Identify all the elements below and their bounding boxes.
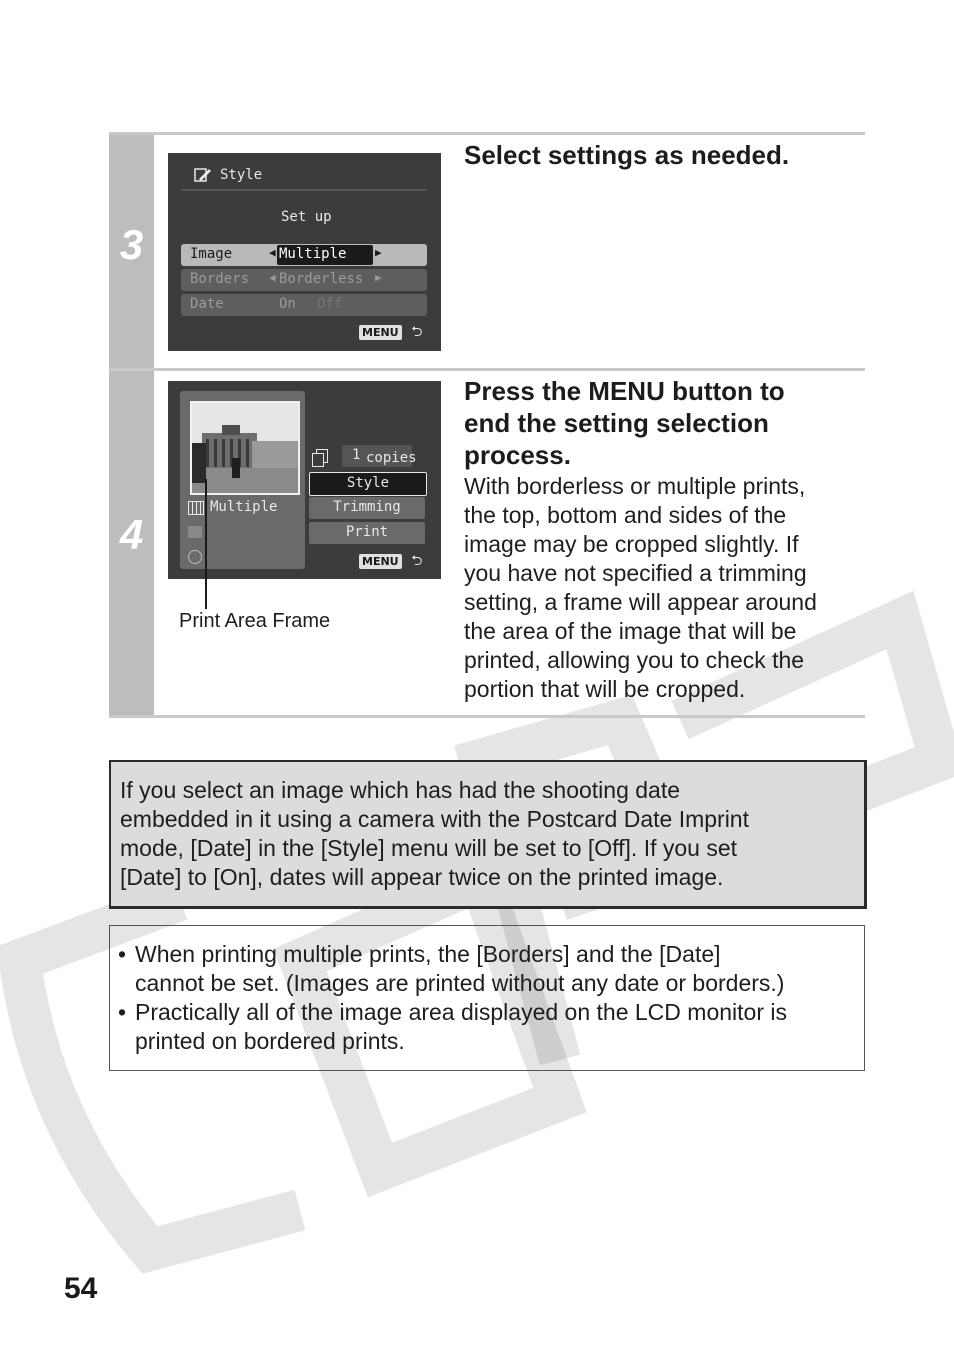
title-line: Press the MENU button to	[464, 376, 785, 406]
step-number-bar	[109, 135, 154, 368]
copies-icon	[312, 449, 328, 465]
bullet-line: printed on bordered prints.	[135, 1028, 405, 1054]
step-title: Select settings as needed.	[464, 140, 790, 170]
return-icon: ⮌	[411, 553, 423, 569]
bullet-line: cannot be set. (Images are printed without any date or borders.)	[135, 970, 785, 996]
note-line: embedded in it using a camera with the Postcard Date Imprint	[120, 806, 749, 832]
style-button-label: Style	[346, 475, 390, 491]
bullet-item	[118, 998, 875, 1056]
border-icon	[188, 526, 202, 538]
body-line: image may be cropped slightly. If	[464, 531, 799, 557]
note-text	[120, 776, 855, 892]
style-button[interactable]	[309, 472, 427, 496]
print-button[interactable]	[309, 522, 425, 544]
step-number: 4	[119, 511, 144, 558]
callout-line	[205, 479, 207, 609]
lcd-style-menu	[168, 153, 441, 351]
bullet-notes-box	[109, 925, 865, 1071]
return-icon: ⮌	[411, 324, 423, 340]
body-line: the top, bottom and sides of the	[464, 502, 787, 528]
row-value-off: Off	[317, 296, 343, 312]
page-number: 54	[64, 1272, 98, 1305]
trimming-button-label: Trimming	[333, 499, 401, 515]
lcd-print-screen	[168, 381, 441, 579]
bullet-item	[118, 940, 875, 998]
step-description	[464, 472, 864, 704]
lcd-header: Style	[220, 167, 263, 183]
menu-badge: MENU	[359, 325, 402, 340]
note-line: If you select an image which has had the shooting date	[120, 777, 681, 803]
body-line: portion that will be cropped.	[464, 676, 746, 702]
row-label: Date	[190, 296, 224, 312]
copies-label: copies	[366, 450, 417, 466]
row-label: Borders	[190, 271, 250, 287]
date-icon	[188, 550, 202, 564]
row-image	[181, 244, 427, 266]
note-line: mode, [Date] in the [Style] menu will be set to [Off]. If you set	[120, 835, 738, 861]
right-arrow-icon: ▶	[375, 246, 382, 259]
step-title	[464, 375, 854, 471]
row-value: Borderless	[279, 271, 364, 287]
step-4	[109, 368, 865, 715]
callout-label: Print Area Frame	[179, 610, 331, 632]
bullet-line: Practically all of the image area displayed on the LCD monitor is	[135, 999, 787, 1025]
copies-count: 1	[352, 447, 361, 463]
body-line: setting, a frame will appear around	[464, 589, 817, 615]
row-label: Image	[190, 246, 233, 262]
row-value-on: On	[279, 296, 296, 312]
left-arrow-icon: ◀	[269, 271, 276, 284]
note-box	[109, 760, 867, 909]
lcd-header-divider	[181, 189, 427, 191]
step-number-bar	[109, 371, 154, 715]
bullet-dot: •	[118, 999, 127, 1025]
lcd-subheader: Set up	[281, 209, 332, 225]
bullet-dot: •	[118, 941, 127, 967]
body-line: you have not specified a trimming	[464, 560, 807, 586]
trimming-button[interactable]	[309, 497, 425, 519]
row-value: Multiple	[279, 246, 347, 262]
left-arrow-icon: ◀	[269, 246, 276, 259]
step-number: 3	[119, 221, 144, 268]
step-3	[109, 135, 865, 368]
body-line: printed, allowing you to check the	[464, 647, 805, 673]
body-line: the area of the image that will be	[464, 618, 797, 644]
menu-badge: MENU	[359, 554, 402, 569]
menu-return	[359, 550, 422, 574]
title-line: process.	[464, 440, 571, 470]
layout-grid-icon	[188, 501, 204, 515]
row-date	[181, 294, 427, 316]
steps-table	[109, 132, 865, 718]
menu-return	[359, 321, 422, 345]
copies-field	[342, 445, 417, 467]
note-line: [Date] to [On], dates will appear twice on the printed image.	[120, 864, 724, 890]
body-line: With borderless or multiple prints,	[464, 473, 806, 499]
building-photo	[192, 403, 298, 493]
bullet-line: When printing multiple prints, the [Borders] and the [Date]	[135, 941, 721, 967]
style-icon	[194, 167, 212, 183]
title-line: end the setting selection	[464, 408, 769, 438]
right-arrow-icon: ▶	[375, 271, 382, 284]
row-borders	[181, 269, 427, 291]
layout-label: Multiple	[210, 499, 278, 515]
print-button-label: Print	[345, 524, 389, 540]
